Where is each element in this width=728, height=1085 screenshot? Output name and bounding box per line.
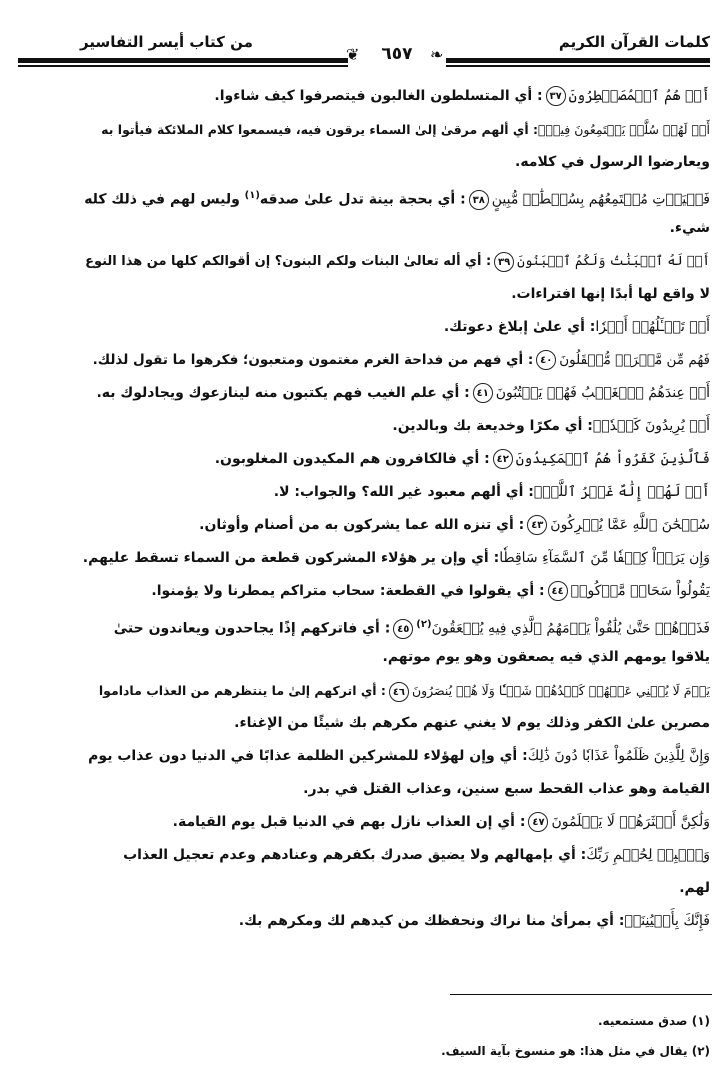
quran-phrase: سُبۡحَٰنَ ٱللَّهِ عَمَّا يُشۡرِكُونَ: [550, 517, 710, 533]
body-line: [78, 443, 710, 476]
explanation: لهم.: [679, 880, 710, 896]
body-line: [78, 476, 710, 509]
explanation: : أي علىٰ إبلاغ دعوتك.: [443, 319, 596, 335]
body-line: [78, 542, 710, 575]
explanation: : أي فهم من فداحة الغرم مغتمون ومتعبون؛ فكرهوا ما تقول لذلك.: [92, 352, 534, 368]
quran-phrase: فَإِنَّكَ بِأَعۡيُنِنَاۖ: [624, 913, 710, 929]
quran-phrase: أَمۡ لَهُ ٱلۡبَنَٰتُ وَلَكُمُ ٱلۡبَنُونَ: [517, 254, 710, 269]
quran-phrase: أَمۡ هُمُ ٱلۡمُصَيۡطِرُونَ: [568, 88, 710, 104]
quran-phrase: فَٱلَّذِينَ كَفَرُواْ هُمُ ٱلۡمَكِيدُونَ: [515, 451, 710, 467]
body-line: [78, 839, 710, 872]
body-line: [78, 509, 710, 542]
explanation: ويعارضوا الرسول في كلامه.: [515, 154, 710, 170]
page-body: [78, 80, 710, 938]
explanation-continued: وليس لهم في ذلك كله: [84, 191, 240, 208]
quran-phrase: فَهُم مِّن مَّغۡرَمٖ مُّثۡقَلُونَ: [559, 352, 710, 368]
body-line: [78, 773, 710, 806]
body-line: [78, 80, 710, 113]
ayah-number-marker: ٣٩: [494, 252, 514, 272]
explanation: : أي بمرأىٰ منا نراك ونحفظك من كيدهم لك ومكرهم بك.: [238, 913, 625, 929]
explanation: : أي ألهم مرقىٰ إلىٰ السماء يرقون فيه، فيسمعوا كلام الملائكة فيأتوا به: [101, 122, 539, 137]
explanation: : أي المتسلطون الغالبون فيتصرفوا كيف شاءوا.: [214, 88, 543, 104]
explanation: لا واقع لها أبدًا إنها افتراءات.: [511, 286, 710, 302]
explanation: : أي بإمهالهم ولا يضيق صدرك بكفرهم وعنادهم وعدم تعجيل العذاب: [123, 847, 587, 863]
ayah-number-marker: ٤١: [473, 383, 493, 403]
header-rule-left: [18, 58, 348, 63]
quran-phrase: وَإِن يَرَوۡاْ كِسۡفٗا مِّنَ ٱلسَّمَآءِ سَاقِطٗا: [499, 550, 710, 566]
quran-phrase: أَمۡ لَهُمۡ سُلَّمٞ يَسۡتَمِعُونَ فِيهِۖ: [538, 122, 710, 137]
header-rule-left-thin: [18, 65, 348, 67]
explanation: : أي فالكافرون هم المكيدون المغلوبون.: [214, 451, 490, 467]
quran-phrase: وَإِنَّ لِلَّذِينَ ظَلَمُواْ عَذَابٗا دُونَ ذَٰلِكَ: [527, 748, 710, 764]
body-line: [78, 377, 710, 410]
ornament-right-icon: ❧: [430, 45, 444, 64]
quran-phrase: يَقُولُواْ سَحَابٞ مَّرۡكُومٞ: [570, 583, 710, 599]
body-line: [78, 410, 710, 443]
body-line: [78, 641, 710, 674]
explanation: شيء.: [669, 220, 710, 236]
explanation: : أي أله تعالىٰ البنات ولكم البنون؟ إن أقوالكم كلها من هذا النوع: [85, 254, 492, 269]
body-line: [78, 146, 710, 179]
ayah-number-marker: ٤٥: [393, 619, 413, 639]
header-title-right: كلمات القرآن الكريم: [558, 33, 710, 51]
footnote-separator: [450, 994, 712, 995]
ayah-number-marker: ٤٧: [528, 812, 548, 832]
footnote: (٢) يقال في مثل هذا: هو منسوخ بآية السيف.: [441, 1044, 710, 1058]
explanation: القيامة وهو عذاب القحط سبع سنين، وعذاب القتل في بدر.: [303, 781, 710, 797]
ayah-number-marker: ٣٨: [469, 190, 489, 210]
header-rule-right-thin: [446, 65, 710, 67]
explanation: : أي فاتركهم إذًا يجاحدون ويعاندون حتىٰ: [113, 620, 391, 637]
explanation: : أي علم الغيب فهم يكتبون منه لينازعوك ويجادلوك به.: [96, 385, 470, 401]
header-title-left: من كتاب أيسر التفاسير: [80, 33, 253, 51]
explanation: مصرين علىٰ الكفر وذلك يوم لا يغني عنهم مكرهم بك شيئًا من الإغناء.: [234, 715, 710, 731]
footnotes: [30, 1006, 710, 1066]
body-line: [78, 608, 710, 641]
body-line: [78, 179, 710, 212]
quran-phrase: أَمۡ تَسۡـَٔلُهُمۡ أَجۡرٗا: [595, 319, 710, 335]
quran-phrase: أَمۡ عِندَهُمُ ٱلۡغَيۡبُ فَهُمۡ يَكۡتُبُونَ: [495, 385, 710, 401]
body-line: [78, 344, 710, 377]
body-line: [78, 740, 710, 773]
body-line: [78, 905, 710, 938]
body-line: [78, 212, 710, 245]
explanation: : أي وإن ير هؤلاء المشركون قطعة من السماء تسقط عليهم.: [82, 550, 500, 566]
quran-phrase: أَمۡ لَهُمۡ إِلَٰهٌ غَيۡرُ ٱللَّهِۚ: [533, 484, 710, 500]
explanation: يلاقوا يومهم الذي فيه يصعقون وهو يوم موتهم.: [382, 649, 710, 665]
explanation: : أي مكرًا وخديعة بك وبالدين.: [392, 418, 593, 434]
quran-phrase: فَلۡيَأۡتِ مُسۡتَمِعُهُم بِسُلۡطَٰنٖ مُّبِينٍ: [491, 191, 710, 208]
quran-phrase: يَوۡمَ لَا يُغۡنِي عَنۡهُمۡ كَيۡدُهُمۡ شَيۡـٔٗا وَلَا هُمۡ يُنصَرُونَ: [411, 683, 710, 698]
body-line: [78, 872, 710, 905]
footnote-ref: (١): [244, 190, 260, 201]
explanation: : أي بحجة بينة تدل علىٰ صدقه: [259, 191, 466, 208]
explanation: : أي يقولوا في القطعة: سحاب متراكم يمطرنا ولا يؤمنوا.: [151, 583, 545, 599]
explanation: : أي ألهم معبود غير الله؟ والجواب: لا.: [273, 484, 534, 500]
body-line: [78, 113, 710, 146]
explanation: : أي وإن لهؤلاء للمشركين الظلمة عذابًا في الدنيا دون عذاب يوم: [88, 748, 528, 764]
explanation: : أي تنزه الله عما يشركون به من أصنام وأوثان.: [199, 517, 525, 533]
body-line: [78, 806, 710, 839]
header-rule-right: [446, 58, 710, 63]
quran-phrase: أَمۡ يُرِيدُونَ كَيۡدٗاۖ: [592, 418, 710, 434]
quran-phrase: فَذَرۡهُمۡ حَتَّىٰ يُلَٰقُواْ يَوۡمَهُمُ ٱلَّذِي فِيهِ يُصۡعَقُونَ: [431, 620, 710, 637]
explanation: : أي اتركهم إلىٰ ما ينتظرهم من العذاب ماداموا: [98, 683, 386, 698]
ayah-number-marker: ٤٦: [389, 682, 409, 702]
footnote: (١) صدق مستمعيه.: [598, 1014, 710, 1028]
ornament-left-icon: ❦: [346, 45, 360, 64]
page-number: ٦٥٧: [381, 44, 413, 64]
body-line: [78, 575, 710, 608]
ayah-number-marker: ٤٤: [548, 581, 568, 601]
body-line: [78, 278, 710, 311]
quran-phrase: وَٱصۡبِرۡ لِحُكۡمِ رَبِّكَ: [586, 847, 710, 863]
body-line: [78, 707, 710, 740]
ayah-number-marker: ٤٠: [536, 350, 556, 370]
quran-phrase: وَلَٰكِنَّ أَكۡثَرَهُمۡ لَا يَعۡلَمُونَ: [551, 814, 710, 830]
ayah-number-marker: ٤٣: [527, 515, 547, 535]
body-line: [78, 674, 710, 707]
body-line: [78, 245, 710, 278]
ayah-number-marker: ٣٧: [546, 86, 566, 106]
ayah-number-marker: ٤٢: [493, 449, 513, 469]
explanation: : أي إن العذاب نازل بهم في الدنيا قبل يوم القيامة.: [172, 814, 526, 830]
body-line: [78, 311, 710, 344]
footnote-ref: (٢): [416, 619, 432, 630]
